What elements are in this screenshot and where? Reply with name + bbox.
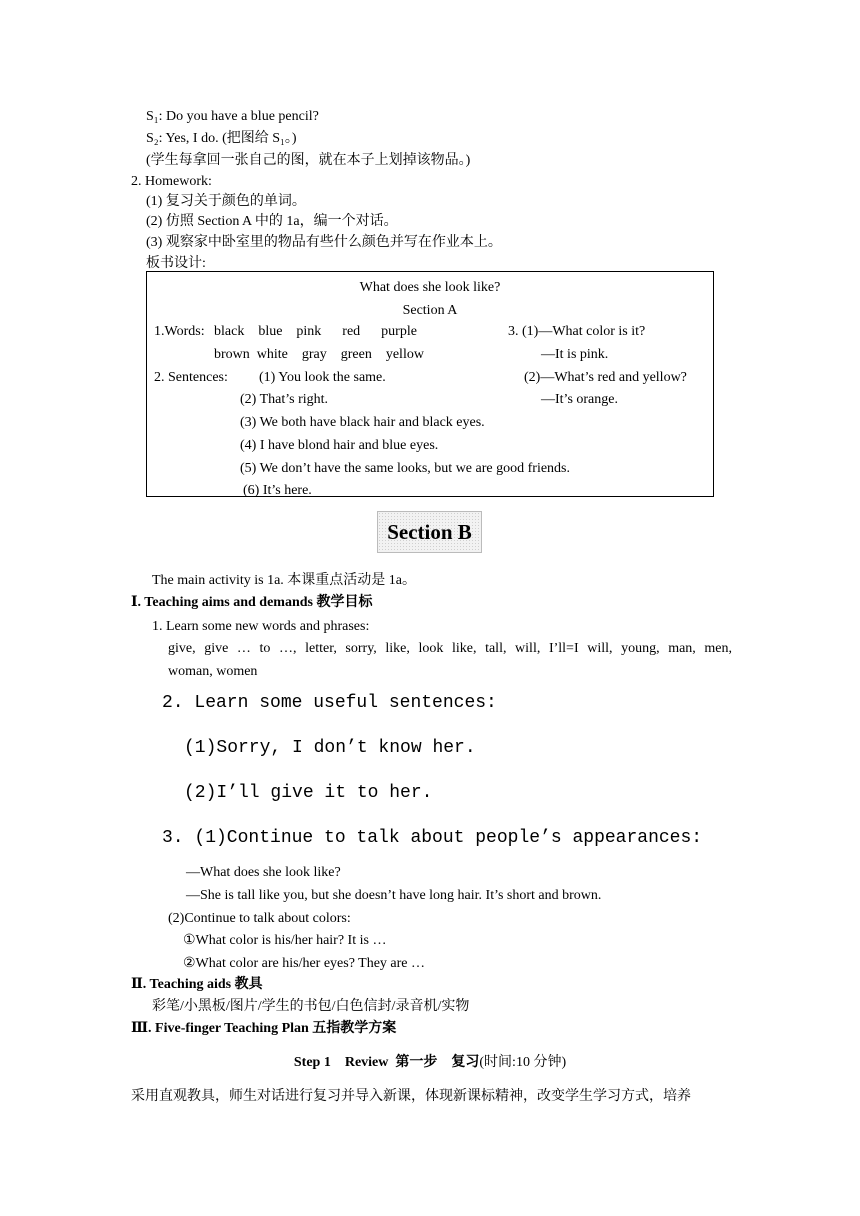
appearance-answer: —She is tall like you, but she doesn’t have long hair. It’s short and brown. [186,888,602,903]
step-1-description: 采用直观教具，师生对话进行复习并导入新课，体现新课标精神，改变学生学习方式，培养 [131,1089,691,1104]
board-sentence-3: (3) We both have black hair and black eyes. [240,415,485,430]
board-answer-1: —It is pink. [541,347,609,362]
words-line-2: woman, women [168,664,258,679]
board-section: Section A [402,303,458,318]
sentences-heading: 2. Learn some useful sentences: [162,693,497,713]
board-question-2: (2)—What’s red and yellow? [524,370,687,385]
teaching-aids-heading: Ⅱ. Teaching aids 教具 [131,977,263,992]
useful-sentence-2: (2)I’ll give it to her. [184,783,433,803]
learn-words-heading: 1. Learn some new words and phrases: [152,619,370,634]
teaching-aids-list: 彩笔/小黑板/图片/学生的书包/白色信封/录音机/实物 [152,999,470,1014]
useful-sentence-1: (1)Sorry, I don’t know her. [184,738,476,758]
section-b-heading [377,511,482,553]
board-sentence-4: (4) I have blond hair and blue eyes. [240,438,439,453]
colors-question-2: ②What color are his/her eyes? They are … [183,956,426,971]
teaching-aims-heading: Ⅰ. Teaching aims and demands 教学目标 [131,595,373,610]
main-activity: The main activity is 1a. 本课重点活动是 1a。 [152,573,417,588]
homework-heading: 2. Homework: [131,174,212,189]
board-sentence-5: (5) We don’t have the same looks, but we are good friends. [240,461,570,476]
dialogue-s1: S₁: Do you have a blue pencil? [146,109,319,124]
words-line-1: give, give … to …, letter, sorry, like, look like, tall, will, I’ll=I will, young, man, men, [168,641,732,656]
board-design-label: 板书设计: [146,256,206,271]
step-1-title: Step 1 Review 第一步 复习 [293,1055,480,1070]
step-1-time: (时间:10 分钟) [479,1055,567,1070]
dialogue-note: (学生每拿回一张自己的图，就在本子上划掉该物品。) [146,153,471,168]
step-1-heading [0,1054,860,1072]
board-title: What does she look like? [359,280,501,295]
board-words-row-1: black blue pink red purple [214,324,417,339]
board-sentence-1: (1) You look the same. [259,370,386,385]
colors-question-1: ①What color is his/her hair? It is … [183,933,387,948]
appearance-question: —What does she look like? [186,865,341,880]
board-words-label: 1.Words: [154,324,205,339]
continue-heading: 3. (1)Continue to talk about people’s appearances: [162,828,703,848]
homework-item-3: (3) 观察家中卧室里的物品有些什么颜色并写在作业本上。 [146,235,502,250]
homework-item-2: (2) 仿照 Section A 中的 1a，编一个对话。 [146,214,398,229]
board-question-1: 3. (1)—What color is it? [508,324,646,339]
homework-item-1: (1) 复习关于颜色的单词。 [146,194,306,209]
five-finger-plan-heading: Ⅲ. Five-finger Teaching Plan 五指教学方案 [131,1021,397,1036]
board-words-row-2: brown white gray green yellow [214,347,424,362]
colors-heading: (2)Continue to talk about colors: [168,911,351,926]
board-answer-2: —It’s orange. [541,392,618,407]
section-b-title: Section B [387,520,472,544]
board-sentence-6: (6) It’s here. [243,483,312,498]
board-sentence-2: (2) That’s right. [240,392,329,407]
board-sentences-label: 2. Sentences: [154,370,228,385]
dialogue-s2: S₂: Yes, I do. (把图给 S₁。) [146,131,297,146]
